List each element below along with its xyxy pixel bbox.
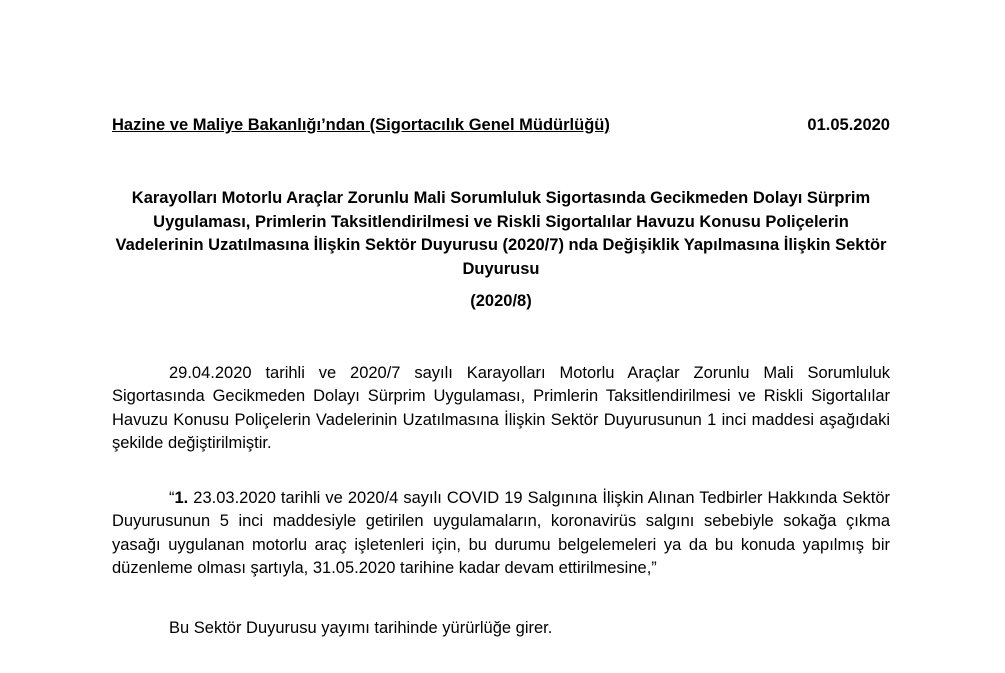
amended-article-quote — [112, 487, 890, 580]
document-header — [112, 115, 890, 135]
quote-open-mark: “ — [169, 489, 175, 507]
intro-paragraph: 29.04.2020 tarihli ve 2020/7 sayılı Karayolları Motorlu Araçlar Zorunlu Mali Sorumluluk Sigortasında Gecikmeden Dolayı Sürprim Uygulaması, Primlerin Taksitlendirilmesi ve Riskli Sigortalılar Havuzu Konusu Poliçelerin Vadelerinin Uzatılmasına İlişkin Sektör Duyurusunun 1 inci maddesi aşağıdaki şekilde değiştirilmiştir. — [112, 364, 890, 452]
article-number: 1. — [174, 489, 189, 507]
effective-date-paragraph: Bu Sektör Duyurusu yayımı tarihinde yürürlüğe girer. — [169, 619, 553, 637]
article-text: 23.03.2020 tarihli ve 2020/4 sayılı COVID 19 Salgınına İlişkin Alınan Tedbirler Hakkında Sektör Duyurusunun 5 inci maddesiyle getirilen uygulamaların, koronavirüs salgını sebebiyle sokağa çıkma yasağı uygulanan motorlu araç işletenleri için, bu durumu belgelemeleri ya da bu konuda yapılmış bir düzenleme olması şartıyla, 31.05.2020 tarihine kadar devam ettirilmesine,” — [112, 489, 890, 577]
announcement-number: (2020/8) — [470, 292, 532, 310]
document-title: Karayolları Motorlu Araçlar Zorunlu Mali Sorumluluk Sigortasında Gecikmeden Dolayı Sürprim Uygulaması, Primlerin Taksitlendirilmesi ve Riskli Sigortalılar Havuzu Konusu Poliçelerin Vadelerinin Uzatılmasına İlişkin Sektör Duyurusu (2020/7) nda Değişiklik Yapılmasına İlişkin Sektör Duyurusu — [115, 189, 887, 278]
issuing-authority: Hazine ve Maliye Bakanlığı’ndan (Sigortacılık Genel Müdürlüğü) — [112, 116, 610, 134]
issue-date: 01.05.2020 — [807, 116, 890, 134]
